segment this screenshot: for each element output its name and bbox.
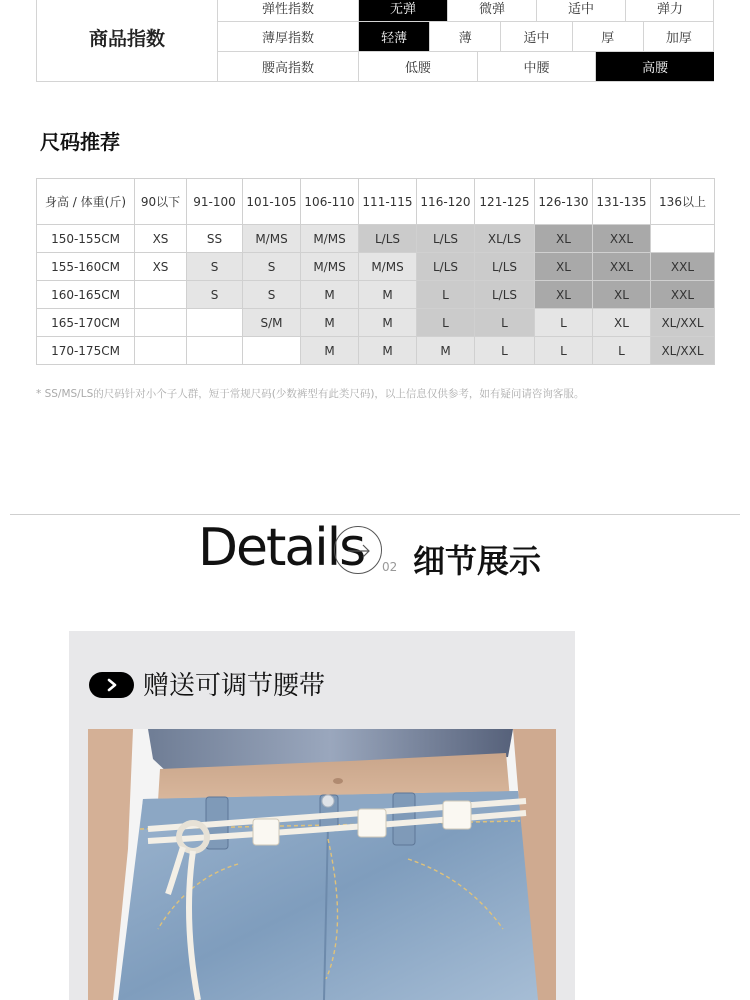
height-label: 160-165CM — [37, 281, 135, 309]
size-cell: XS — [135, 253, 187, 281]
size-cell: L — [593, 337, 651, 365]
height-label: 170-175CM — [37, 337, 135, 365]
size-cell: SS — [187, 225, 243, 253]
product-index-title: 商品指数 — [37, 0, 218, 81]
size-header-cell: 136以上 — [651, 179, 715, 225]
size-header-cell: 116-120 — [417, 179, 475, 225]
size-cell: M — [359, 281, 417, 309]
thickness-row — [218, 21, 714, 51]
size-cell — [651, 225, 715, 253]
index-option: 薄 — [430, 22, 501, 51]
size-cell: XL — [535, 225, 593, 253]
size-cell: L/LS — [359, 225, 417, 253]
size-recommend-heading: 尺码推荐 — [40, 130, 120, 154]
index-option: 适中 — [501, 22, 572, 51]
size-table-row — [37, 281, 715, 309]
index-label: 弹性指数 — [218, 0, 359, 21]
size-header-cell: 101-105 — [243, 179, 301, 225]
size-cell — [187, 337, 243, 365]
size-cell: M/MS — [301, 253, 359, 281]
arrow-right-icon — [335, 527, 383, 575]
height-label: 165-170CM — [37, 309, 135, 337]
size-cell: M — [359, 309, 417, 337]
size-cell: XS — [135, 225, 187, 253]
size-table-header — [37, 179, 715, 225]
size-cell: XXL — [593, 253, 651, 281]
size-cell: L/LS — [417, 225, 475, 253]
size-header-cell: 121-125 — [475, 179, 535, 225]
size-cell: M — [359, 337, 417, 365]
section-divider — [10, 514, 740, 515]
size-cell: S — [187, 281, 243, 309]
size-header-cell: 126-130 — [535, 179, 593, 225]
size-cell: M — [301, 337, 359, 365]
index-option-selected: 无弹 — [359, 0, 448, 21]
size-cell: S — [187, 253, 243, 281]
size-cell — [187, 309, 243, 337]
size-cell: L/LS — [475, 281, 535, 309]
product-index-table — [36, 0, 714, 82]
index-option-selected: 轻薄 — [359, 22, 430, 51]
size-cell: L — [475, 337, 535, 365]
elasticity-row — [218, 0, 714, 21]
belt-panel-title: 赠送可调节腰带 — [143, 671, 326, 701]
size-cell: XL — [593, 281, 651, 309]
height-label: 155-160CM — [37, 253, 135, 281]
size-header-cell: 111-115 — [359, 179, 417, 225]
size-header-cell: 106-110 — [301, 179, 359, 225]
size-cell: XL/LS — [475, 225, 535, 253]
size-cell: XL — [593, 309, 651, 337]
size-cell: M/MS — [301, 225, 359, 253]
size-cell: XL — [535, 253, 593, 281]
size-cell: XL — [535, 281, 593, 309]
size-cell: S — [243, 253, 301, 281]
waist-row — [218, 51, 714, 81]
size-cell — [135, 281, 187, 309]
size-cell: M — [301, 281, 359, 309]
index-option: 低腰 — [359, 52, 478, 81]
arrow-circle-icon — [334, 526, 382, 574]
belt-detail-panel — [69, 631, 575, 1000]
size-header-cell: 身高 / 体重(斤) — [37, 179, 135, 225]
details-title-cn: 细节展示 — [413, 542, 542, 580]
index-option: 加厚 — [665, 31, 692, 46]
size-header-cell: 91-100 — [187, 179, 243, 225]
size-note: * SS/MS/LS的尺码针对小个子人群，短于常规尺码(少数裤型有此类尺码)，以上信息仅供参考，如有疑问请咨询客服。 — [36, 388, 585, 400]
size-cell: M/MS — [359, 253, 417, 281]
size-cell: M — [301, 309, 359, 337]
size-cell: L/LS — [417, 253, 475, 281]
size-table-row — [37, 225, 715, 253]
size-cell: XXL — [651, 253, 715, 281]
size-cell: XXL — [593, 225, 651, 253]
index-option: 厚 — [573, 22, 644, 51]
size-cell: XL/XXL — [651, 309, 715, 337]
size-cell: L/LS — [475, 253, 535, 281]
chevron-right-icon — [89, 672, 134, 698]
details-word: Details — [198, 518, 365, 578]
size-table-row — [37, 309, 715, 337]
index-label: 薄厚指数 — [218, 22, 359, 51]
size-cell: S — [243, 281, 301, 309]
size-cell: M — [417, 337, 475, 365]
size-cell: L — [417, 281, 475, 309]
size-cell: L — [417, 309, 475, 337]
size-cell: M/MS — [243, 225, 301, 253]
size-cell: L — [535, 337, 593, 365]
size-cell: S/M — [243, 309, 301, 337]
index-option: 微弹 — [448, 0, 537, 21]
jeans-belt-photo — [88, 729, 556, 1000]
size-table-row — [37, 337, 715, 365]
size-cell: L — [475, 309, 535, 337]
size-header-cell: 90以下 — [135, 179, 187, 225]
size-cell: XXL — [651, 281, 715, 309]
size-table — [36, 178, 715, 365]
index-option: 中腰 — [478, 52, 597, 81]
size-table-row — [37, 253, 715, 281]
size-header-cell: 131-135 — [593, 179, 651, 225]
size-cell: XL/XXL — [651, 337, 715, 365]
size-cell — [243, 337, 301, 365]
index-option-selected: 高腰 — [596, 52, 714, 81]
index-option: 适中 — [537, 0, 626, 21]
index-label: 腰高指数 — [218, 52, 359, 81]
height-label: 150-155CM — [37, 225, 135, 253]
size-cell — [135, 309, 187, 337]
section-number: 02 — [382, 560, 398, 574]
index-option: 弹力 — [656, 1, 683, 17]
size-cell: L — [535, 309, 593, 337]
size-cell — [135, 337, 187, 365]
